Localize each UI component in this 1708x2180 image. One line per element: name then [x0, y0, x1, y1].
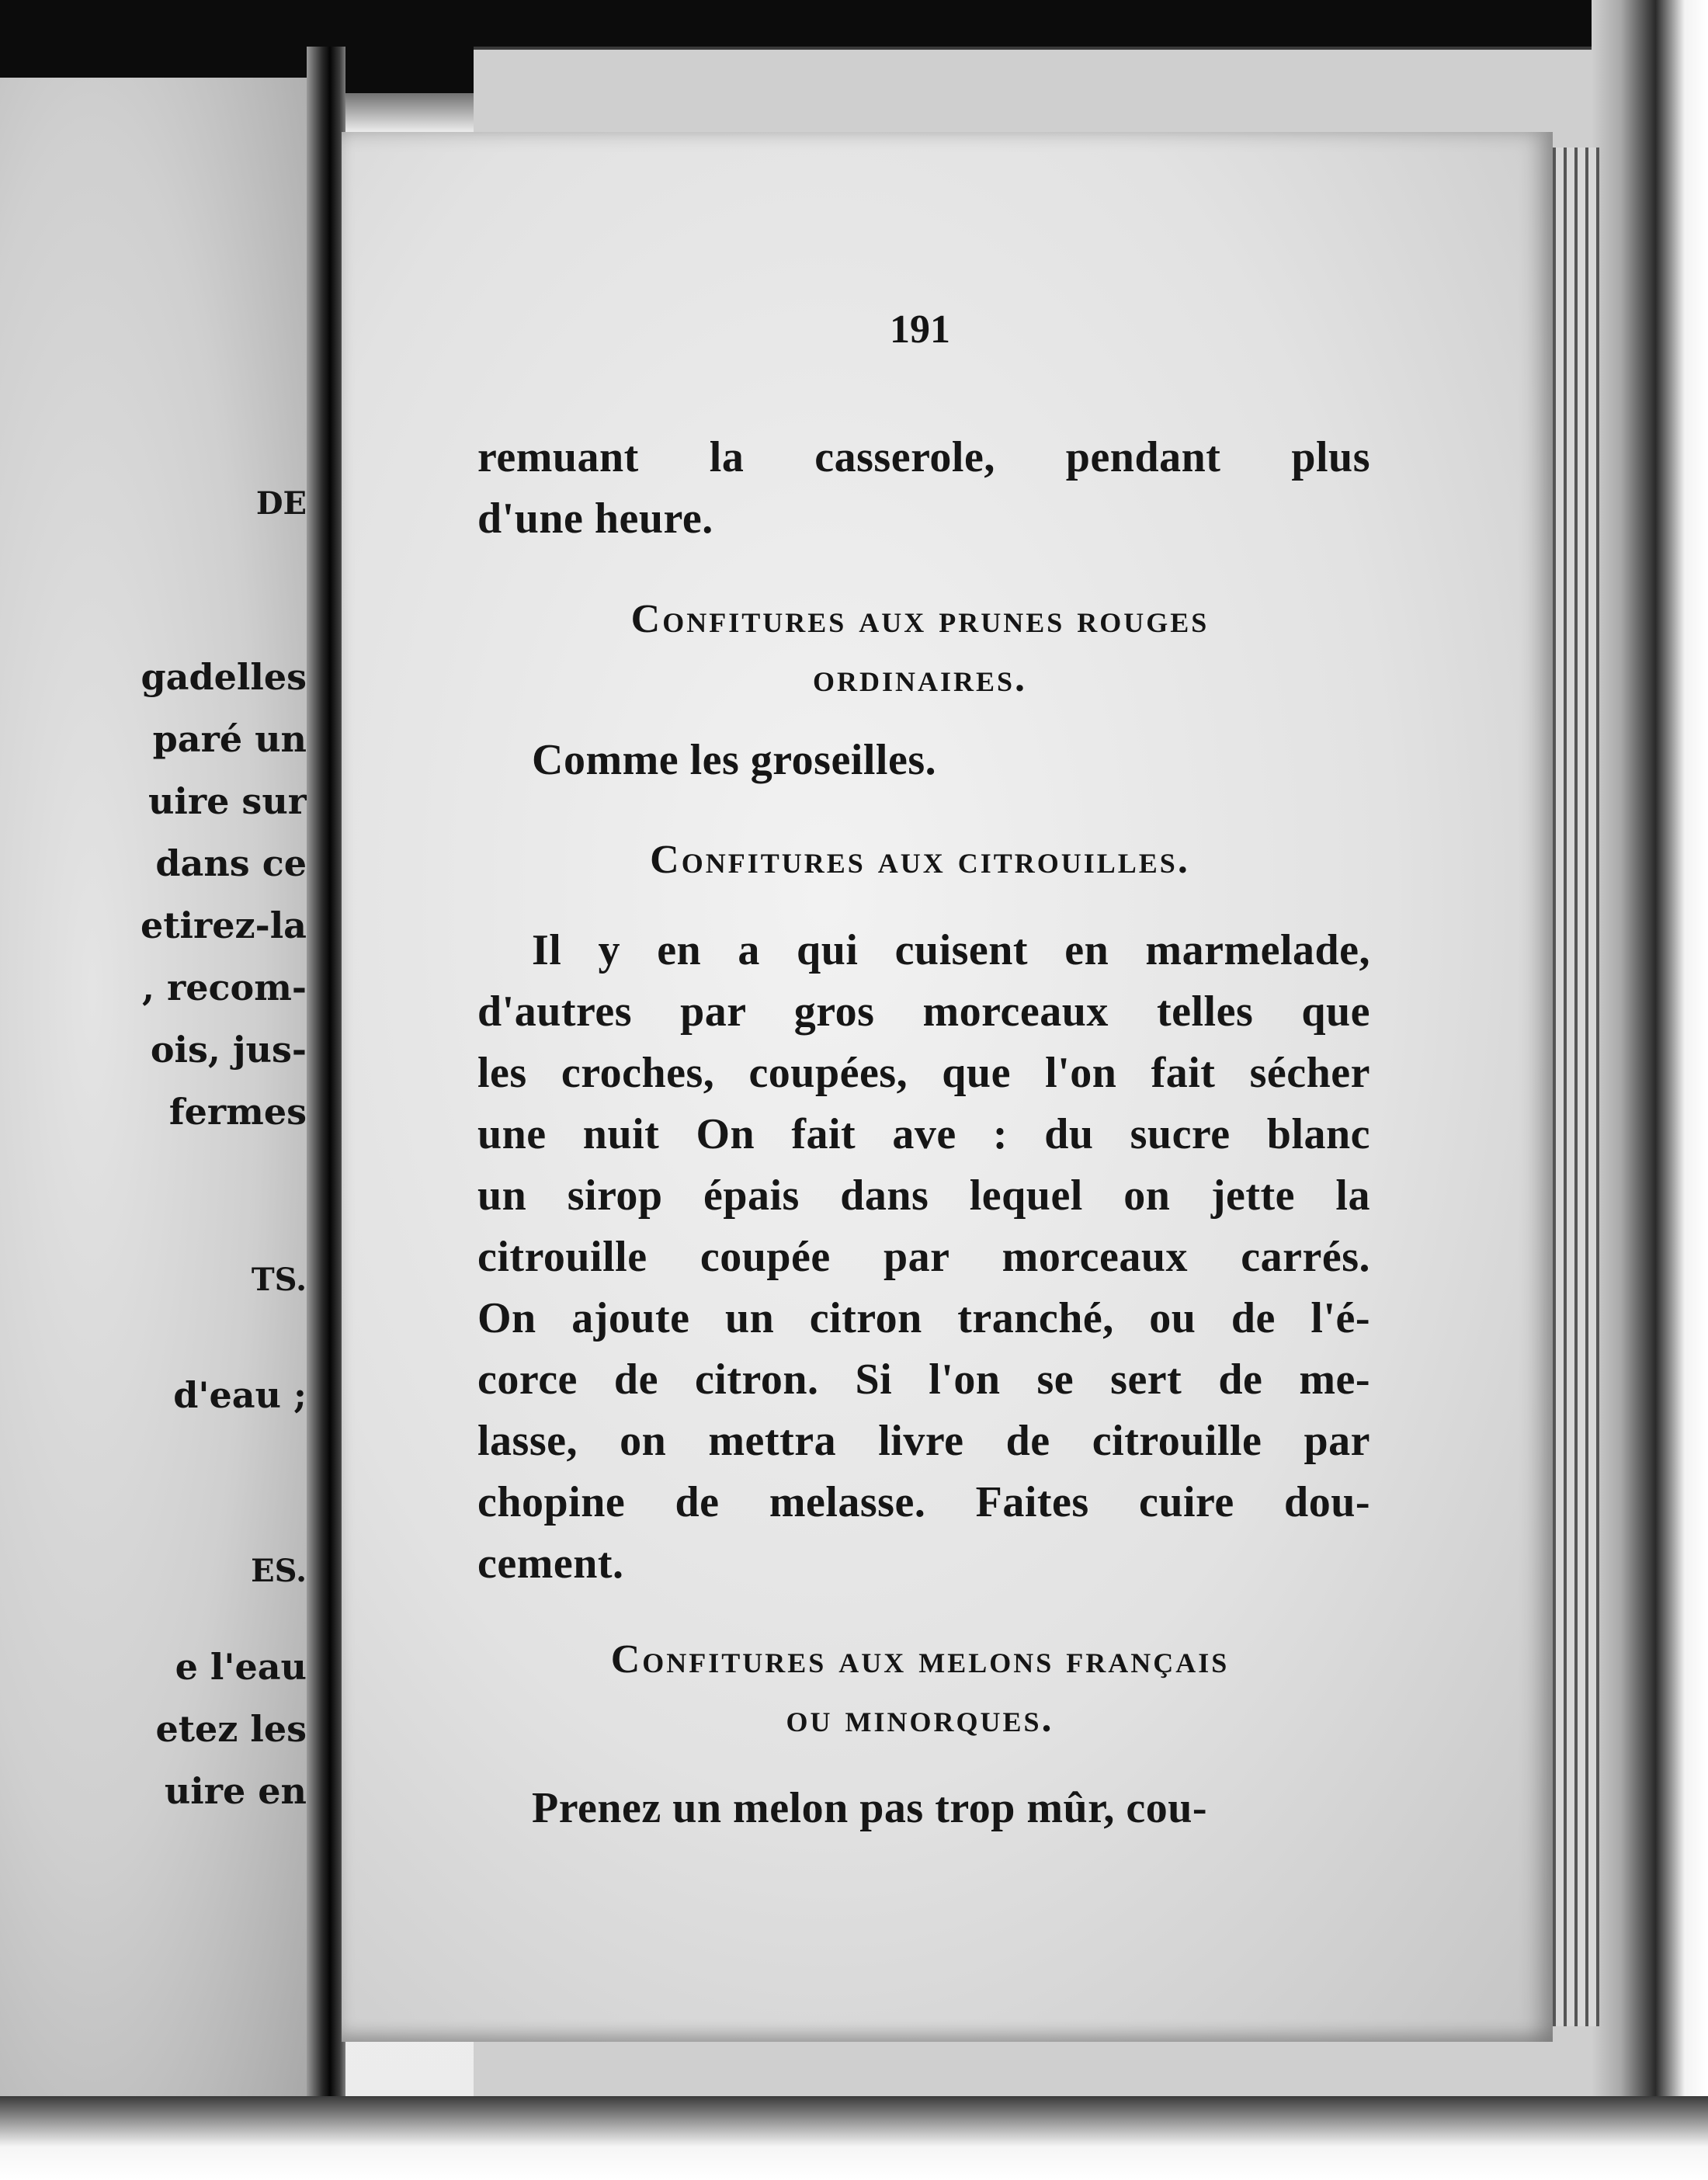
- left-fragment: dans ce: [155, 842, 307, 884]
- page-number: 191: [890, 307, 950, 352]
- text-line: On ajoute un citron tranché, ou de l'é-: [477, 1294, 1370, 1342]
- left-fragment: gadelles: [141, 656, 307, 698]
- left-facing-page: [0, 78, 307, 2104]
- text-line: Prenez un melon pas trop mûr, cou-: [532, 1784, 1207, 1832]
- text-line: lasse, on mettra livre de citrouille par: [477, 1417, 1370, 1465]
- scan-background-bottom: [0, 2096, 1708, 2180]
- left-fragment: etez les: [155, 1708, 307, 1750]
- section-body: [477, 730, 1370, 791]
- left-fragment: fermes: [168, 1091, 307, 1133]
- text-line: cement.: [477, 1540, 624, 1588]
- left-fragment: e l'eau: [175, 1646, 307, 1688]
- continuation-paragraph: [477, 427, 1370, 550]
- left-fragment: etirez-la: [141, 904, 307, 946]
- text-line: d'autres par gros morceaux telles que: [477, 988, 1370, 1036]
- left-fragment: DE: [255, 485, 307, 522]
- text-line: Il y en a qui cuisent en marmelade,: [532, 926, 1370, 974]
- left-fragment: uire sur: [148, 780, 307, 822]
- left-fragment: uire en: [164, 1770, 307, 1812]
- text-line: une nuit On fait ave : du sucre blanc: [477, 1110, 1370, 1158]
- section-heading: [466, 831, 1374, 890]
- text-line: remuant la casserole, pendant plus: [477, 433, 1370, 481]
- left-fragment: ES.: [251, 1553, 307, 1589]
- left-fragment: d'eau ;: [173, 1374, 307, 1416]
- text-line: citrouille coupée par morceaux carrés.: [477, 1233, 1370, 1281]
- book-cover-edge: [1592, 0, 1708, 2180]
- heading-line: Confitures aux prunes rouges: [630, 597, 1210, 641]
- page-edges: [1553, 148, 1599, 2026]
- heading-line: ordinaires.: [812, 656, 1028, 700]
- book-gutter: [307, 47, 345, 2104]
- left-fragment: TS.: [251, 1262, 307, 1298]
- text-line: chopine de melasse. Faites cuire dou-: [477, 1478, 1370, 1526]
- section-body: [477, 920, 1370, 1595]
- left-fragment: ois, jus-: [150, 1029, 307, 1071]
- text-line: un sirop épais dans lequel on jette la: [477, 1172, 1370, 1220]
- left-fragment: , recom-: [142, 967, 307, 1008]
- text-line: les croches, coupées, que l'on fait sécher: [477, 1049, 1370, 1097]
- left-fragment: paré un: [152, 718, 307, 760]
- text-line: Comme les groseilles.: [532, 736, 937, 784]
- heading-line: Confitures aux citrouilles.: [650, 838, 1190, 882]
- heading-line: ou minorques.: [786, 1696, 1054, 1741]
- section-heading: [466, 590, 1374, 708]
- section-body: [477, 1778, 1370, 1839]
- text-line: corce de citron. Si l'on se sert de me-: [477, 1356, 1370, 1404]
- heading-line: Confitures aux melons français: [610, 1637, 1230, 1682]
- text-line: d'une heure.: [477, 495, 713, 543]
- section-heading: [466, 1630, 1374, 1748]
